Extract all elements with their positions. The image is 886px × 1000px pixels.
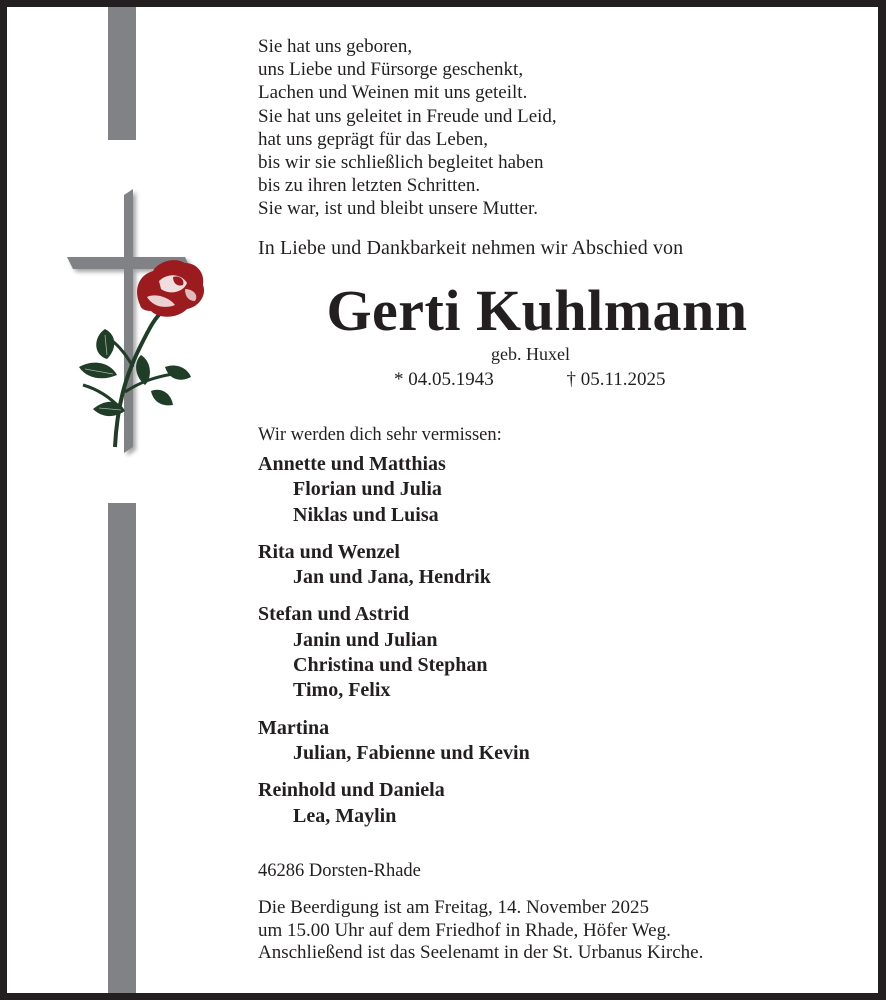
family-head: Martina xyxy=(258,716,330,739)
family-member: Timo, Felix xyxy=(293,679,391,702)
family-member: Lea, Maylin xyxy=(293,804,397,827)
decorative-bar-bottom xyxy=(108,503,136,993)
poem-line: Sie hat uns geleitet in Freude und Leid, xyxy=(258,105,557,127)
maiden-name: geb. Huxel xyxy=(491,344,570,364)
family-member: Janin und Julian xyxy=(293,628,438,651)
funeral-details xyxy=(258,897,703,965)
death-date: † 05.11.2025 xyxy=(566,369,666,390)
family-group xyxy=(258,602,530,703)
birth-date: * 04.05.1943 xyxy=(394,369,494,390)
funeral-line: um 15.00 Uhr auf dem Friedhof in Rhade, Höfer Weg. xyxy=(258,919,671,941)
mourners-list xyxy=(258,452,530,841)
family-member: Niklas und Luisa xyxy=(293,503,439,526)
family-group xyxy=(258,540,530,591)
poem-line: uns Liebe und Fürsorge geschenkt, xyxy=(258,59,524,81)
poem-line: Sie war, ist und bleibt unsere Mutter. xyxy=(258,198,538,220)
poem-line: Lachen und Weinen mit uns geteilt. xyxy=(258,82,528,104)
family-group xyxy=(258,778,530,829)
place-of-residence: 46286 Dorsten-Rhade xyxy=(258,861,421,881)
family-head: Rita und Wenzel xyxy=(258,540,400,563)
decorative-bar-top xyxy=(108,7,136,140)
poem-line: hat uns geprägt für das Leben, xyxy=(258,128,489,150)
poem-line: bis zu ihren letzten Schritten. xyxy=(258,175,481,197)
family-group xyxy=(258,716,530,767)
family-member: Jan und Jana, Hendrik xyxy=(293,566,491,589)
memorial-poem xyxy=(258,35,557,221)
mourners-heading: Wir werden dich sehr vermissen: xyxy=(258,425,502,445)
funeral-line: Die Beerdigung ist am Freitag, 14. November 2025 xyxy=(258,897,650,918)
poem-line: Sie hat uns geboren, xyxy=(258,36,413,57)
poem-line: bis wir sie schließlich begleitet haben xyxy=(258,152,544,174)
family-head: Annette und Matthias xyxy=(258,453,446,475)
life-dates xyxy=(394,369,666,391)
deceased-name: Gerti Kuhlmann xyxy=(326,278,748,343)
family-member: Florian und Julia xyxy=(293,478,442,501)
cross-icon xyxy=(67,189,191,453)
family-member: Christina und Stephan xyxy=(293,654,488,677)
cross-with-rose-icon xyxy=(55,177,215,462)
family-head: Stefan und Astrid xyxy=(258,603,410,626)
obituary-notice xyxy=(7,7,878,993)
family-member: Julian, Fabienne und Kevin xyxy=(293,741,530,764)
family-group xyxy=(258,452,530,528)
farewell-intro: In Liebe und Dankbarkeit nehmen wir Abschied von xyxy=(258,237,684,259)
family-head: Reinhold und Daniela xyxy=(258,779,445,802)
funeral-line: Anschließend ist das Seelenamt in der St. Urbanus Kirche. xyxy=(258,942,704,963)
